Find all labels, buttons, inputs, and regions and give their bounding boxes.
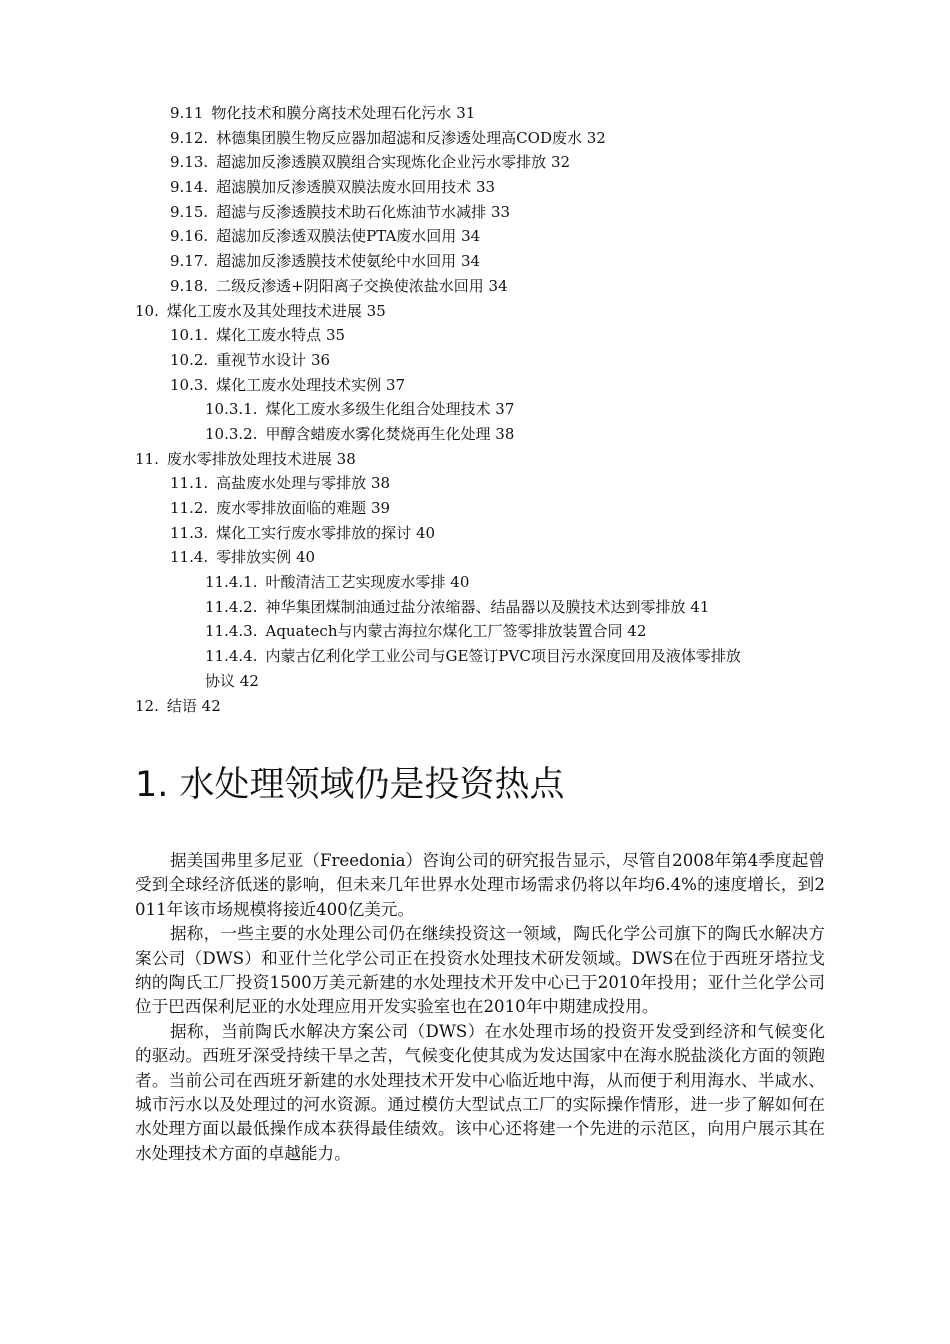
toc-entry-page: 37 — [385, 375, 406, 394]
toc-entry[interactable] — [0, 521, 950, 546]
toc-entry[interactable] — [0, 669, 950, 694]
toc-entry[interactable] — [0, 644, 950, 669]
toc-entry-page: 34 — [460, 252, 481, 271]
toc-entry[interactable] — [0, 373, 950, 398]
toc-entry-page: 34 — [488, 276, 508, 295]
paragraph: 据称，当前陶氏水解决方案公司（DWS）在水处理市场的投资开发受到经济和气候变化的驱动。西班牙深受持续干旱之苦，气候变化使其成为发达国家中在海水脱盐淡化方面的领跑者。当前公司在西班牙新建的水处理技术开发中心临近地中海，从而便于利用海水、半咸水、城市污水以及处理过的河水资源。通过模仿大型试点工厂的实际操作情形，进一步了解如何在水处理方面以最低操作成本获得最佳绩效。该中心还将建一个先进的示范区，向用户展示其在水处理技术方面的卓越能力。 — [135, 1021, 825, 1163]
toc-entry-title: 煤化工废水及其处理技术进展 — [166, 301, 362, 320]
toc-entry-page: 42 — [239, 671, 259, 690]
toc-entry-page: 33 — [475, 178, 496, 197]
toc-entry-number: 12. — [135, 696, 159, 715]
toc-entry[interactable] — [0, 422, 950, 447]
toc-entry[interactable] — [0, 126, 950, 151]
toc-entry-number: 10. — [135, 301, 159, 320]
toc-entry-title: 超滤加反渗透双膜法使PTA废水回用 — [216, 227, 457, 246]
toc-entry[interactable] — [0, 397, 950, 422]
toc-entry-page: 38 — [336, 449, 356, 468]
toc-entry-title: 物化技术和膜分离技术处理石化污水 — [211, 104, 452, 122]
toc-entry-title: 重视节水设计 — [216, 350, 307, 369]
toc-entry-number: 10.1. — [170, 326, 209, 345]
toc-entry-number: 11.3. — [170, 523, 209, 542]
toc-entry-page: 38 — [370, 474, 391, 493]
toc-entry-page: 40 — [415, 523, 436, 542]
toc-entry[interactable] — [0, 101, 950, 126]
toc-entry[interactable] — [0, 249, 950, 274]
toc-entry-number: 9.14. — [170, 178, 209, 197]
toc-entry-title: 林德集团膜生物反应器加超滤和反渗透处理高COD废水 — [216, 128, 582, 147]
toc-entry[interactable] — [0, 496, 950, 521]
toc-entry-title: 超滤加反渗透膜双膜组合实现炼化企业污水零排放 — [216, 153, 547, 172]
toc-entry-number: 11.4.4. — [205, 647, 258, 666]
table-of-contents — [0, 101, 950, 718]
toc-entry-number: 9.17. — [170, 252, 209, 271]
toc-entry-number: 11.4. — [170, 548, 209, 567]
toc-entry[interactable] — [0, 150, 950, 175]
toc-entry-title: 煤化工废水多级生化组合处理技术 — [265, 400, 491, 419]
toc-entry-page: 38 — [495, 424, 515, 443]
toc-entry[interactable] — [0, 447, 950, 472]
toc-entry-page: 31 — [456, 104, 476, 122]
toc-entry-number: 10.3. — [170, 375, 209, 394]
toc-entry-title: 煤化工废水特点 — [216, 326, 322, 345]
toc-entry-title: 废水零排放处理技术进展 — [166, 449, 332, 468]
toc-entry-number: 10.3.2. — [205, 424, 258, 443]
toc-entry-number: 11. — [135, 449, 159, 468]
toc-entry-number: 9.15. — [170, 202, 209, 221]
toc-entry-number: 9.13. — [170, 153, 209, 172]
toc-entry[interactable] — [0, 323, 950, 348]
toc-entry[interactable] — [0, 619, 950, 644]
toc-entry-title: 零排放实例 — [216, 548, 292, 567]
toc-entry[interactable] — [0, 274, 950, 299]
toc-entry-number: 10.2. — [170, 350, 209, 369]
toc-entry-title: 超滤加反渗透膜技术使氨纶中水回用 — [216, 252, 457, 271]
toc-entry-title: 废水零排放面临的难题 — [216, 499, 367, 517]
section-heading: 1. 水处理领域仍是投资热点 — [135, 765, 565, 805]
toc-entry-page: 35 — [366, 301, 386, 320]
toc-entry-title: 超滤与反渗透膜技术助石化炼油节水减排 — [216, 202, 487, 221]
toc-entry[interactable] — [0, 471, 950, 496]
toc-entry-number: 9.12. — [170, 128, 209, 147]
toc-entry[interactable] — [0, 545, 950, 570]
toc-entry-number: 9.11 — [170, 104, 204, 122]
toc-entry-page: 32 — [586, 128, 606, 147]
toc-entry-page: 35 — [325, 326, 346, 345]
toc-entry-page: 32 — [550, 153, 571, 172]
toc-entry-number: 10.3.1. — [205, 400, 258, 419]
toc-entry-title: 结语 — [166, 696, 197, 715]
toc-entry[interactable] — [0, 694, 950, 719]
toc-entry-page: 42 — [201, 696, 221, 715]
toc-entry[interactable] — [0, 348, 950, 373]
toc-entry-title: 煤化工实行废水零排放的探讨 — [216, 523, 412, 542]
toc-entry-page: 37 — [495, 400, 515, 419]
toc-entry-title: 煤化工废水处理技术实例 — [216, 375, 382, 394]
toc-entry-title: 内蒙古亿利化学工业公司与GE签订PVC项目污水深度回用及液体零排放 — [265, 647, 741, 666]
toc-entry[interactable] — [0, 200, 950, 225]
toc-entry-number: 11.2. — [170, 499, 209, 517]
paragraph: 据称，一些主要的水处理公司仍在继续投资这一领域，陶氏化学公司旗下的陶氏水解决方案公司（DWS）和亚什兰化学公司正在投资水处理技术研发领域。DWS在位于西班牙塔拉戈纳的陶氏工厂投资1500万美元新建的水处理技术开发中心已于2010年投用；亚什兰化学公司位于巴西保利尼亚的水处理应用开发实验室也在2010年中期建成投用。 — [135, 924, 825, 1017]
toc-entry-title: 二级反渗透+阴阳离子交换使浓盐水回用 — [216, 276, 484, 295]
toc-entry[interactable] — [0, 224, 950, 249]
toc-entry-page: 36 — [310, 350, 331, 369]
toc-entry-page: 42 — [627, 622, 647, 641]
toc-entry-title: 神华集团煤制油通过盐分浓缩器、结晶器以及膜技术达到零排放 — [265, 597, 686, 616]
toc-entry-number: 11.4.3. — [205, 622, 258, 641]
body-text — [135, 849, 825, 1166]
toc-entry-title: 甲醇含蜡废水雾化焚烧再生化处理 — [265, 424, 491, 443]
toc-entry[interactable] — [0, 175, 950, 200]
toc-entry-title: 协议 — [205, 671, 236, 690]
toc-entry-number: 9.16. — [170, 227, 209, 246]
toc-entry[interactable] — [0, 595, 950, 620]
toc-entry-title: Aquatech与内蒙古海拉尔煤化工厂签零排放装置合同 — [265, 622, 623, 641]
toc-entry-number: 11.4.1. — [205, 573, 258, 592]
toc-entry[interactable] — [0, 299, 950, 324]
toc-entry-title: 叶酸清洁工艺实现废水零排 — [265, 573, 446, 592]
toc-entry-page: 40 — [295, 548, 316, 567]
toc-entry-page: 34 — [461, 227, 481, 246]
toc-entry-page: 33 — [490, 202, 511, 221]
toc-entry-page: 41 — [690, 597, 710, 616]
toc-entry[interactable] — [0, 570, 950, 595]
toc-entry-page: 39 — [370, 499, 391, 517]
toc-entry-number: 11.4.2. — [205, 597, 258, 616]
toc-entry-number: 9.18. — [170, 276, 209, 295]
paragraph: 据美国弗里多尼亚（Freedonia）咨询公司的研究报告显示，尽管自2008年第4季度起曾受到全球经济低迷的影响，但未来几年世界水处理市场需求仍将以年均6.4%的速度增长，到2011年该市场规模将接近400亿美元。 — [135, 851, 825, 919]
toc-entry-title: 超滤膜加反渗透膜双膜法废水回用技术 — [216, 178, 472, 197]
toc-entry-page: 40 — [450, 573, 470, 592]
toc-entry-title: 高盐废水处理与零排放 — [216, 474, 367, 493]
toc-entry-number: 11.1. — [170, 474, 209, 493]
